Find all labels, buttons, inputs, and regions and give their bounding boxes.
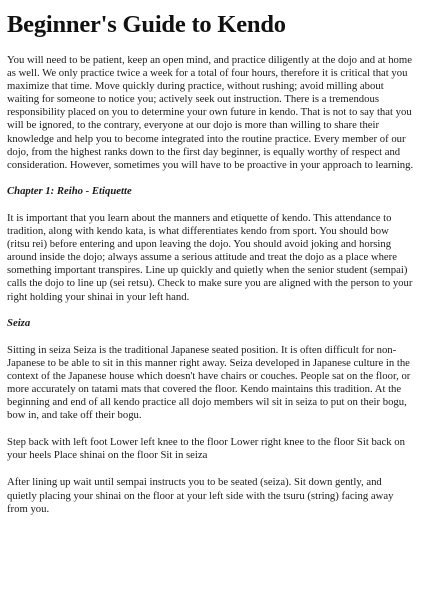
seiza-steps-paragraph: Step back with left foot Lower left knee to the floor Lower right knee to the floor Sit back on your heels Place shinai on the floor Sit in seiza <box>7 436 405 462</box>
etiquette-paragraph: It is important that you learn about the manners and etiquette of kendo. This attendance to tradition, along with kendo kata, is what differentiates kendo from sport. You should bow (ritsu rei) before entering and upon leaving the dojo. You should avoid joking and horsing around inside the dojo; always assume a serious attitude and treat the dojo as a place where something important transpires. Line up quickly and quietly when the senior student (sempai) calls the dojo to line up (sei retsu). Check to make sure you are aligned with the person to your right holding your shinai in your left hand. <box>7 211 413 303</box>
intro-paragraph: You will need to be patient, keep an open mind, and practice diligently at the dojo and at home as well. We only practice twice a week for a total of four hours, therefore it is critical that you maximize that time. Move quickly during practice, without rushing; avoid milling about waiting for someone to notice you; actively seek out instruction. There is a tremendous responsibility placed on you to determine your own future in kendo. That is not to say that you will be ignored, to the contrary, everyone at our dojo is more than willing to share their knowledge and help you to become integrated into the routine practice. Every member of our dojo, from the highest ranks down to the first day beginner, is equally worthy of respect and consideration. However, sometimes you will have to be proactive in your approach to learning. <box>7 54 414 171</box>
after-lineup-paragraph: After lining up wait until sempai instructs you to be seated (seiza). Sit down gently, and quietly placing your shinai on the floor at your left side with the tsuru (string) facing away from you. <box>7 476 394 515</box>
seiza-paragraph: Sitting in seiza Seiza is the traditional Japanese seated position. It is often difficult for non-Japanese to be able to sit in this manner right away. Seiza developed in Japanese culture in the context of the Japanese house which doesn't have chairs or couches. People sat on the floor, or more accurately on tatami mats that covered the floor. Kendo maintains this tradition. At the beginning and end of all kendo practice all dojo members wil sit in seiza to put on their bogu, bow in, and take off their bogu. <box>7 343 411 422</box>
seiza-heading: Seiza <box>7 316 31 329</box>
chapter-1-heading: Chapter 1: Reiho - Etiquette <box>7 184 132 197</box>
page-title: Beginner's Guide to Kendo <box>7 11 286 38</box>
